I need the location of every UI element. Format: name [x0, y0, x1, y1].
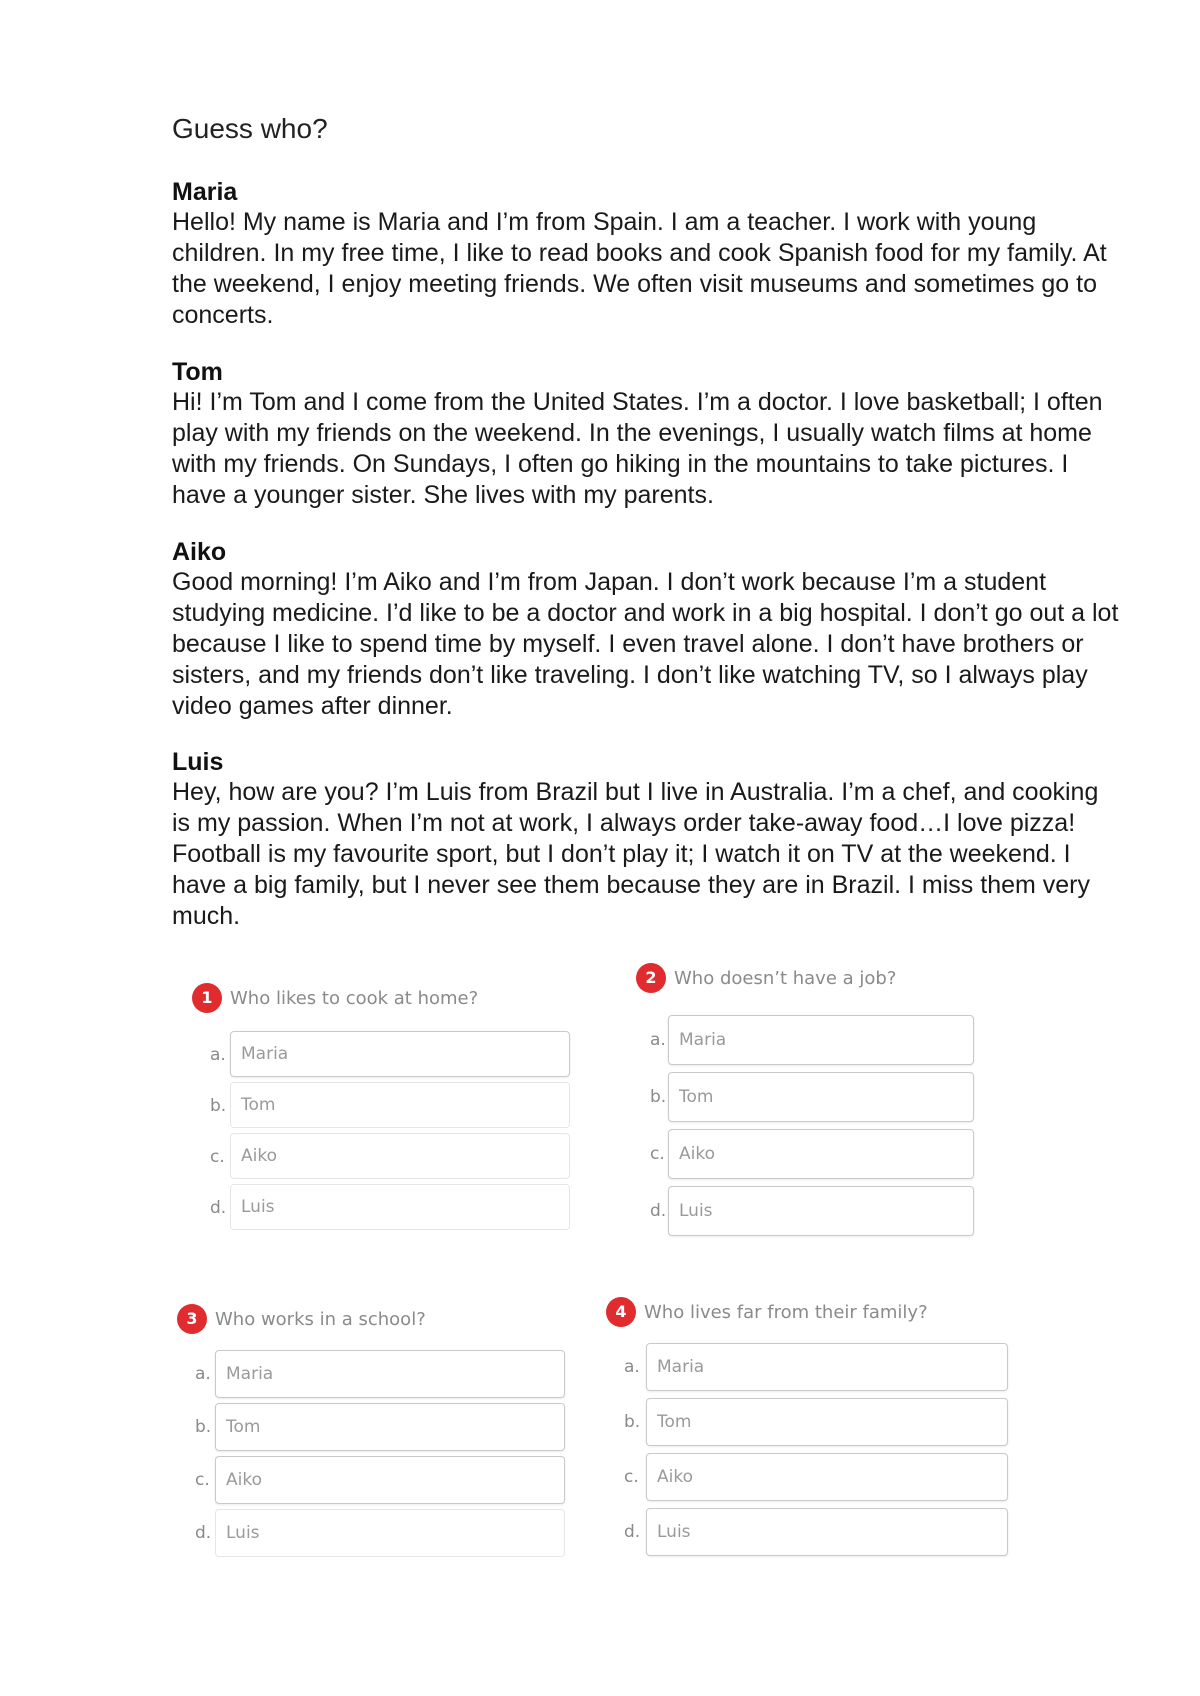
option-letter: d. — [210, 1198, 227, 1218]
option-box[interactable] — [230, 1184, 570, 1230]
quiz-1 — [192, 983, 572, 1243]
answer-option-b[interactable] — [636, 1072, 976, 1122]
option-box[interactable] — [668, 1186, 974, 1236]
option-box[interactable] — [646, 1343, 1008, 1391]
question-text: Who works in a school? — [215, 1309, 426, 1330]
profile-aiko — [172, 537, 1122, 722]
profile-name: Luis — [172, 748, 224, 776]
option-label: Maria — [679, 1030, 727, 1050]
option-letter: c. — [210, 1147, 225, 1167]
option-box[interactable] — [230, 1082, 570, 1128]
option-box[interactable] — [230, 1133, 570, 1179]
option-box[interactable] — [215, 1509, 565, 1557]
profile-name: Maria — [172, 178, 238, 206]
option-letter: a. — [195, 1364, 211, 1384]
option-label: Tom — [657, 1412, 692, 1432]
option-label: Tom — [241, 1095, 276, 1115]
option-letter: d. — [195, 1523, 212, 1543]
profile-text: Hey, how are you? I’m Luis from Brazil but I live in Australia. I’m a chef, and cooking is my passion. When I’m not at work, I always order take-away food…I love pizza! Football is my favourite sport, but I don’t play it; I watch it on TV at the weekend. I have a big family, but I never see them because they are in Brazil. I miss them very much. — [172, 778, 1099, 930]
answer-option-c[interactable] — [606, 1453, 1016, 1501]
answer-option-c[interactable] — [636, 1129, 976, 1179]
option-box[interactable] — [215, 1456, 565, 1504]
option-label: Luis — [679, 1201, 713, 1221]
option-box[interactable] — [668, 1015, 974, 1065]
quiz-2 — [636, 963, 976, 1243]
answer-option-a[interactable] — [192, 1031, 572, 1077]
option-letter: d. — [624, 1522, 641, 1542]
answer-option-c[interactable] — [192, 1133, 572, 1179]
question-number-badge: 3 — [177, 1304, 207, 1334]
option-label: Aiko — [657, 1467, 693, 1487]
option-box[interactable] — [646, 1508, 1008, 1556]
answer-option-d[interactable] — [606, 1508, 1016, 1556]
answer-option-d[interactable] — [177, 1509, 577, 1557]
option-letter: b. — [210, 1096, 227, 1116]
question-number-badge: 1 — [192, 983, 222, 1013]
option-letter: b. — [624, 1412, 641, 1432]
option-letter: b. — [195, 1417, 212, 1437]
answer-option-a[interactable] — [606, 1343, 1016, 1391]
option-letter: c. — [650, 1144, 665, 1164]
option-letter: b. — [650, 1087, 667, 1107]
option-label: Luis — [657, 1522, 691, 1542]
option-label: Luis — [241, 1197, 275, 1217]
profile-tom — [172, 357, 1122, 511]
quiz-3 — [177, 1304, 577, 1564]
option-label: Luis — [226, 1523, 260, 1543]
answer-option-b[interactable] — [192, 1082, 572, 1128]
option-box[interactable] — [230, 1031, 570, 1077]
option-letter: c. — [195, 1470, 210, 1490]
profile-text: Hi! I’m Tom and I come from the United States. I’m a doctor. I love basketball; I often play with my friends on the weekend. In the evenings, I usually watch films at home with my friends. On Sundays, I often go hiking in the mountains to take pictures. I have a younger sister. She lives with my parents. — [172, 388, 1103, 509]
answer-option-c[interactable] — [177, 1456, 577, 1504]
profile-name: Tom — [172, 358, 223, 386]
option-label: Aiko — [679, 1144, 715, 1164]
option-box[interactable] — [646, 1398, 1008, 1446]
answer-option-a[interactable] — [177, 1350, 577, 1398]
question-text: Who doesn’t have a job? — [674, 968, 897, 989]
option-box[interactable] — [668, 1072, 974, 1122]
profile-maria — [172, 177, 1122, 331]
option-label: Tom — [226, 1417, 261, 1437]
answer-option-b[interactable] — [177, 1403, 577, 1451]
question-number-badge: 2 — [636, 963, 666, 993]
option-letter: a. — [210, 1045, 226, 1065]
option-letter: d. — [650, 1201, 667, 1221]
option-box[interactable] — [215, 1350, 565, 1398]
option-label: Aiko — [226, 1470, 262, 1490]
question-number-badge: 4 — [606, 1297, 636, 1327]
answer-option-d[interactable] — [192, 1184, 572, 1230]
option-letter: a. — [624, 1357, 640, 1377]
question-text: Who lives far from their family? — [644, 1302, 928, 1323]
answer-option-a[interactable] — [636, 1015, 976, 1065]
option-box[interactable] — [646, 1453, 1008, 1501]
option-label: Aiko — [241, 1146, 277, 1166]
option-label: Maria — [657, 1357, 705, 1377]
option-letter: c. — [624, 1467, 639, 1487]
answer-option-b[interactable] — [606, 1398, 1016, 1446]
option-label: Maria — [241, 1044, 289, 1064]
option-box[interactable] — [668, 1129, 974, 1179]
option-letter: a. — [650, 1030, 666, 1050]
profile-name: Aiko — [172, 538, 227, 566]
answer-option-d[interactable] — [636, 1186, 976, 1236]
profile-text: Hello! My name is Maria and I’m from Spain. I am a teacher. I work with young children. In my free time, I like to read books and cook Spanish food for my family. At the weekend, I enjoy meeting friends. We often visit museums and sometimes go to concerts. — [172, 208, 1107, 329]
profile-text: Good morning! I’m Aiko and I’m from Japan. I don’t work because I’m a student studying medicine. I’d like to be a doctor and work in a big hospital. I don’t go out a lot because I like to spend time by myself. I even travel alone. I don’t have brothers or sisters, and my friends don’t like traveling. I don’t like watching TV, so I always play video games after dinner. — [172, 568, 1119, 720]
option-label: Tom — [679, 1087, 714, 1107]
page-title: Guess who? — [172, 113, 328, 144]
quiz-4 — [606, 1297, 1016, 1567]
question-text: Who likes to cook at home? — [230, 988, 479, 1009]
option-box[interactable] — [215, 1403, 565, 1451]
option-label: Maria — [226, 1364, 274, 1384]
profile-luis — [172, 747, 1122, 932]
